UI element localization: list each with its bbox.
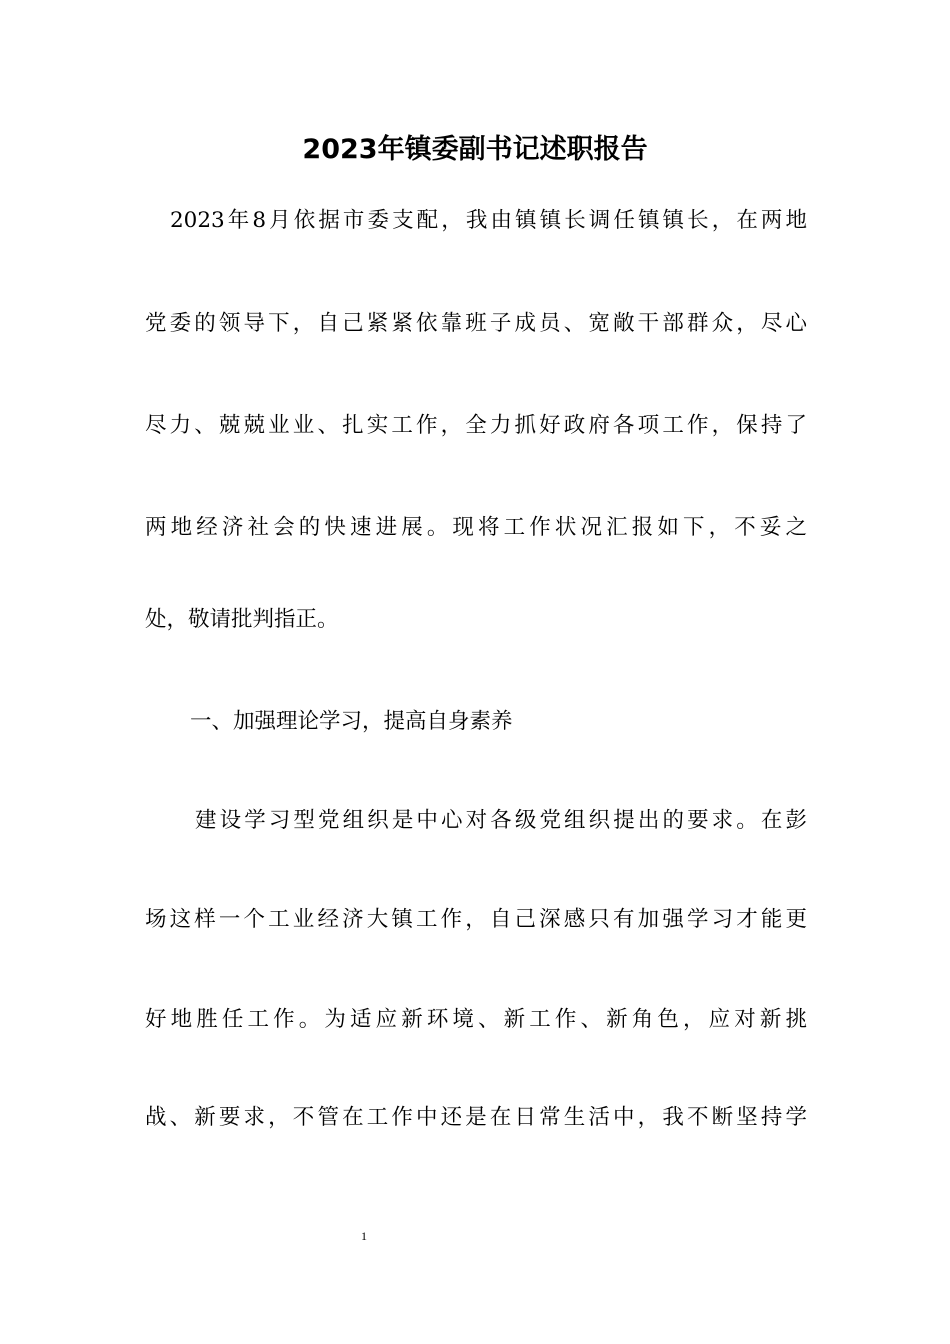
body-line-2: 场这样一个工业经济大镇工作，自己深感只有加强学习才能更 <box>145 907 807 932</box>
intro-line-3: 尽力、兢兢业业、扎实工作，全力抓好政府各项工作，保持了 <box>145 413 807 438</box>
section-heading: 一、加强理论学习，提高自身素养 <box>190 709 513 734</box>
intro-line-1: 2023年8月依据市委支配，我由镇镇长调任镇镇长，在两地 <box>170 208 807 233</box>
document-title: 2023年镇委副书记述职报告 <box>302 134 648 165</box>
body-line-4: 战、新要求，不管在工作中还是在日常生活中，我不断坚持学 <box>145 1105 807 1130</box>
intro-line-4: 两地经济社会的快速进展。现将工作状况汇报如下，不妥之 <box>145 515 807 540</box>
intro-line-5: 处，敬请批判指正。 <box>145 607 339 632</box>
intro-line-2: 党委的领导下，自己紧紧依靠班子成员、宽敞干部群众，尽心 <box>145 311 807 336</box>
body-line-1: 建设学习型党组织是中心对各级党组织提出的要求。在彭 <box>195 808 807 833</box>
body-line-3: 好地胜任工作。为适应新环境、新工作、新角色，应对新挑 <box>145 1007 807 1032</box>
page-number: 1 <box>361 1229 367 1243</box>
